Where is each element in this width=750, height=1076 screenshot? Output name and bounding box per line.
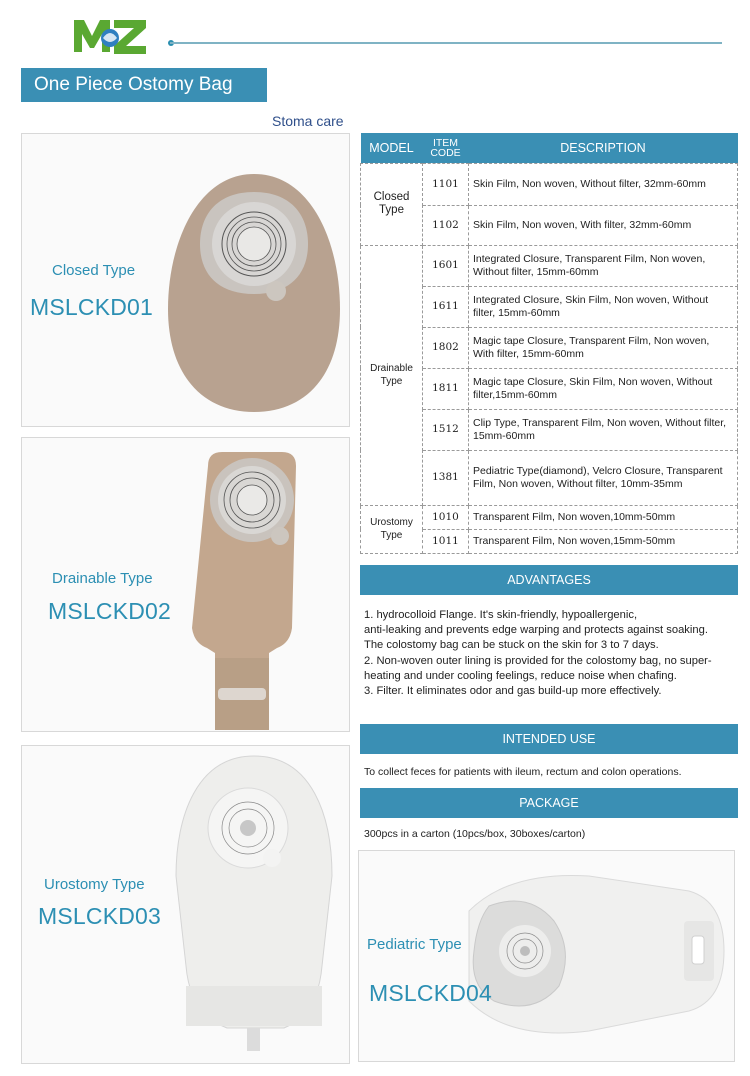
item-code: 1512 [423,409,469,450]
intended-use-header: INTENDED USE [360,724,738,754]
group-drainable: Drainable Type [361,245,423,505]
advantages-text [364,608,739,699]
group-urostomy: Urostomy Type [361,505,423,553]
item-description: Magic tape Closure, Skin Film, Non woven, Without filter,15mm-60mm [469,368,738,409]
item-code: 1102 [423,205,469,245]
item-code: 1011 [423,529,469,553]
item-code: 1101 [423,163,469,205]
product-code: MSLCKD02 [48,598,172,624]
package-text: 300pcs in a carton (10pcs/box, 30boxes/carton) [364,828,586,840]
product-card-urostomy [21,745,350,1064]
package-header: PACKAGE [360,788,738,818]
advantage-line: 3. Filter. It eliminates odor and gas build-up more effectively. [364,685,662,698]
company-logo [70,12,150,60]
header-item: ITEM [432,136,459,149]
table-row [361,245,738,286]
table-row [361,163,738,205]
advantage-line: 2. Non-woven outer lining is provided for the colostomy bag, no super- [364,654,712,667]
page-subtitle: Stoma care [272,113,344,129]
advantages-header: ADVANTAGES [360,565,738,595]
page-title: One Piece Ostomy Bag [21,68,267,102]
advantage-line: The colostomy bag can be stuck on the skin for 3 to 7 days. [364,639,659,652]
item-description: Clip Type, Transparent Film, Non woven, Without filter, 15mm-60mm [469,409,738,450]
item-code: 1381 [423,450,469,505]
item-code: 1601 [423,245,469,286]
item-description: Integrated Closure, Skin Film, Non woven, Without filter, 15mm-60mm [469,286,738,327]
closed-bag-image [22,134,350,427]
group-closed: Closed Type [361,163,423,245]
item-description: Magic tape Closure, Transparent Film, Non woven, With filter, 15mm-60mm [469,327,738,368]
product-code: MSLCKD04 [369,980,493,1006]
item-description: Skin Film, Non woven, With filter, 32mm-60mm [469,205,738,245]
product-spec-table [360,133,738,554]
item-description: Integrated Closure, Transparent Film, Non woven, Without filter, 15mm-60mm [469,245,738,286]
item-description: Transparent Film, Non woven,10mm-50mm [469,505,738,529]
advantage-line: anti-leaking and prevents edge warping and protects against soaking. [364,624,708,637]
pediatric-bag-image [359,851,735,1062]
product-card-drainable [21,437,350,732]
product-code: MSLCKD03 [38,903,162,929]
product-card-closed [21,133,350,427]
product-type-label: Closed Type [52,262,136,279]
advantage-line: heating and under cooling feelings, reduce noise when chafing. [364,669,677,682]
item-code: 1010 [423,505,469,529]
item-description: Pediatric Type(diamond), Velcro Closure, Transparent Film, Non woven, Without filter, 10mm-35mm [469,450,738,505]
item-code: 1811 [423,368,469,409]
item-description: Skin Film, Non woven, Without filter, 32mm-60mm [469,163,738,205]
table-row [361,505,738,529]
product-type-label: Urostomy Type [44,876,145,893]
header-model: MODEL [361,133,423,163]
product-code: MSLCKD01 [30,294,154,320]
header-divider [170,42,722,44]
product-card-pediatric [358,850,735,1062]
item-code: 1611 [423,286,469,327]
intended-use-text: To collect feces for patients with ileum, rectum and colon operations. [364,766,682,778]
product-type-label: Pediatric Type [367,936,462,953]
advantage-line: 1. hydrocolloid Flange. It's skin-friendly, hypoallergenic, [364,609,638,621]
item-code: 1802 [423,327,469,368]
header-item-code [423,133,469,163]
product-type-label: Drainable Type [52,570,153,587]
header-description: DESCRIPTION [469,133,738,163]
item-description: Transparent Film, Non woven,15mm-50mm [469,529,738,553]
header-code: CODE [430,146,461,159]
